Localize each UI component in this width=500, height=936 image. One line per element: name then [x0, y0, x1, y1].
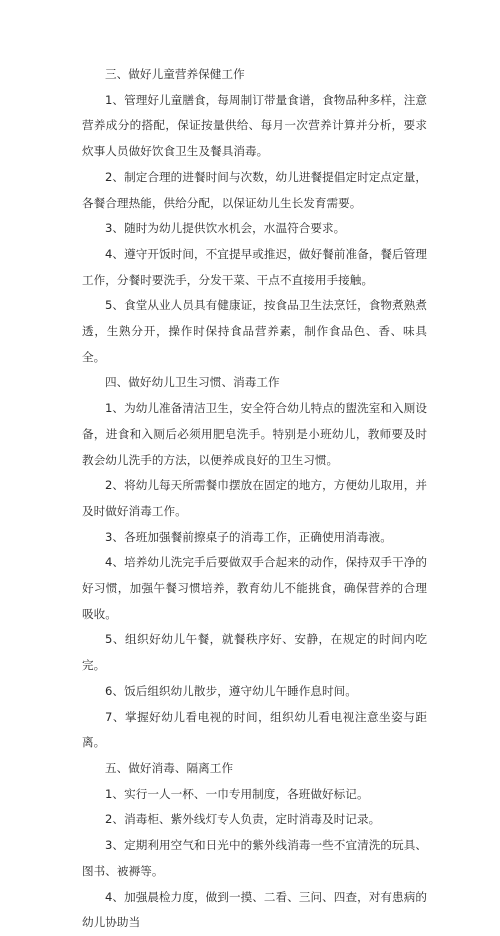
paragraph-meal-schedule: 4、遵守开饭时间，不宜提早或推迟，做好餐前准备，餐后管理工作，分餐时要洗手，分发干菜、干点不直接用手接触。 — [82, 246, 427, 287]
paragraph-sunlight: 3、定期利用空气和日光中的紫外线消毒一些不宜清洗的玩具、图书、被褥等。 — [82, 838, 427, 878]
paragraph-drinking-water: 3、随时为幼儿提供饮水机会，水温符合要求。 — [105, 221, 346, 236]
document-page — [82, 62, 427, 936]
paragraph-tv: 7、掌握好幼儿看电视的时间，组织幼儿看电视注意坐姿与距离。 — [82, 709, 427, 750]
paragraph-meal-times: 2、制定合理的进餐时间与次数，幼儿进餐提倡定时定点定量，各餐合理热能，供给分配，以保证幼儿生长发育需要。 — [82, 169, 427, 210]
paragraph-towels: 2、将幼儿每天所需餐巾摆放在固定的地方，方便幼儿取用，并及时做好消毒工作。 — [82, 478, 427, 518]
paragraph-canteen-staff: 5、食堂从业人员具有健康证，按食品卫生法烹饪，食物煮熟煮透，生熟分开，操作时保持食品营养素，制作食品色、香、味具全。 — [82, 298, 427, 364]
section-heading-hygiene: 四、做好幼儿卫生习惯、消毒工作 — [105, 375, 280, 390]
paragraph-hand-habits: 4、培养幼儿洗完手后要做双手合起来的动作，保持双手干净的好习惯，加强午餐习惯培养，教育幼儿不能挑食，确保营养的合理吸收。 — [82, 555, 427, 621]
paragraph-diet-management: 1、管理好儿童膳食，每周制订带量食谱，食物品种多样，注意营养成分的搭配，保证按量供给、每月一次营养计算并分析，要求炊事人员做好饮食卫生及餐具消毒。 — [82, 92, 427, 159]
paragraph-uv-lamp: 2、消毒柜、紫外线灯专人负责，定时消毒及时记录。 — [105, 812, 381, 827]
paragraph-walk: 6、饭后组织幼儿散步，遵守幼儿午睡作息时间。 — [105, 683, 357, 698]
paragraph-table-disinfection: 3、各班加强餐前擦桌子的消毒工作，正确使用消毒液。 — [105, 529, 392, 544]
section-heading-disinfection: 五、做好消毒、隔离工作 — [105, 760, 234, 775]
paragraph-lunch: 5、组织好幼儿午餐，就餐秩序好、安静，在规定的时间内吃完。 — [82, 632, 427, 673]
section-heading-nutrition: 三、做好儿童营养保健工作 — [105, 67, 245, 81]
paragraph-cups: 1、实行一人一杯、一巾专用制度，各班做好标记。 — [105, 786, 369, 801]
paragraph-washroom: 1、为幼儿准备清洁卫生，安全符合幼儿特点的盥洗室和入厕设备，进食和入厕后必须用肥皂洗手。特别是小班幼儿，教师要及时教会幼儿洗手的方法，以便养成良好的卫生习惯。 — [82, 401, 427, 467]
paragraph-morning-check: 4、加强晨检力度，做到一摸、二看、三问、四查，对有患病的幼儿协助当 — [82, 889, 427, 930]
